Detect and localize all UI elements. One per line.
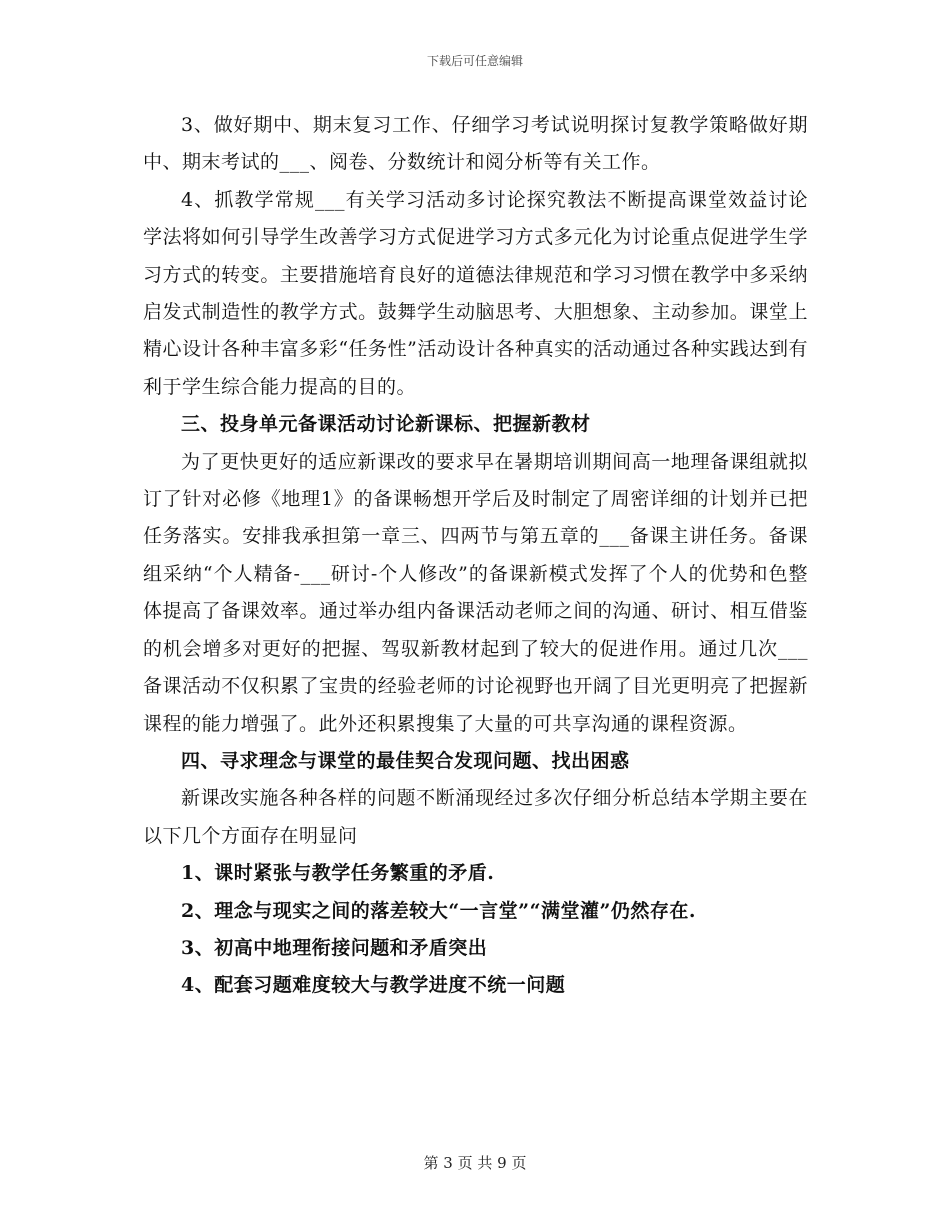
section-heading-three: 三、投身单元备课活动讨论新课标、把握新教材 — [181, 413, 591, 436]
paragraph-problems-intro: 新课改实施各种各样的问题不断涌现经过多次仔细分析总结本学期主要在以下几个方面存在明显问 — [143, 787, 808, 847]
problem-list-item: 2、理念与现实之间的落差较大“一言堂”“满堂灌”仍然存在. — [181, 899, 697, 922]
page-header: 下载后可任意编辑 — [426, 54, 523, 68]
problem-list-item: 4、配套习题难度较大与教学进度不统一问题 — [181, 974, 566, 997]
problem-list-item: 3、初高中地理衔接问题和矛盾突出 — [181, 936, 488, 959]
paragraph-teaching-routine: 4、抓教学常规___有关学习活动多讨论探究教法不断提高课堂效益讨论学法将如何引导学生改善学习方式促进学习方式多元化为讨论重点促进学生学习方式的转变。主要措施培育良好的道德法律规范和学习习惯在教学中多采纳启发式制造性的教学方式。鼓舞学生动脑思考、大胆想象、主动参加。课堂上精心设计各种丰富多彩“任务性”活动设计各种真实的活动通过各种实践达到有利于学生综合能力提高的目的。 — [143, 188, 808, 398]
problem-list-item: 1、课时紧张与教学任务繁重的矛盾. — [181, 862, 495, 885]
paragraph-lesson-prep: 为了更快更好的适应新课改的要求早在暑期培训期间高一地理备课组就拟订了针对必修《地理1》的备课畅想开学后及时制定了周密详细的计划并已把任务落实。安排我承担第一章三、四两节与第五章的___备课主讲任务。备课组采纳“个人精备-___研讨-个人修改”的备课新模式发挥了个人的优势和色整体提高了备课效率。通过举办组内备课活动老师之间的沟通、研讨、相互借鉴的机会增多对更好的把握、驾驭新教材起到了较大的促进作用。通过几次___备课活动不仅积累了宝贵的经验老师的讨论视野也开阔了目光更明亮了把握新课程的能力增强了。此外还积累搜集了大量的可共享沟通的课程资源。 — [143, 450, 808, 735]
page-number-footer: 第 3 页 共 9 页 — [423, 1154, 527, 1172]
section-heading-four: 四、寻求理念与课堂的最佳契合发现问题、找出困惑 — [181, 749, 630, 772]
document-body — [143, 107, 808, 1005]
paragraph-review-work: 3、做好期中、期末复习工作、仔细学习考试说明探讨复教学策略做好期中、期末考试的___、阅卷、分数统计和阅分析等有关工作。 — [143, 114, 808, 174]
